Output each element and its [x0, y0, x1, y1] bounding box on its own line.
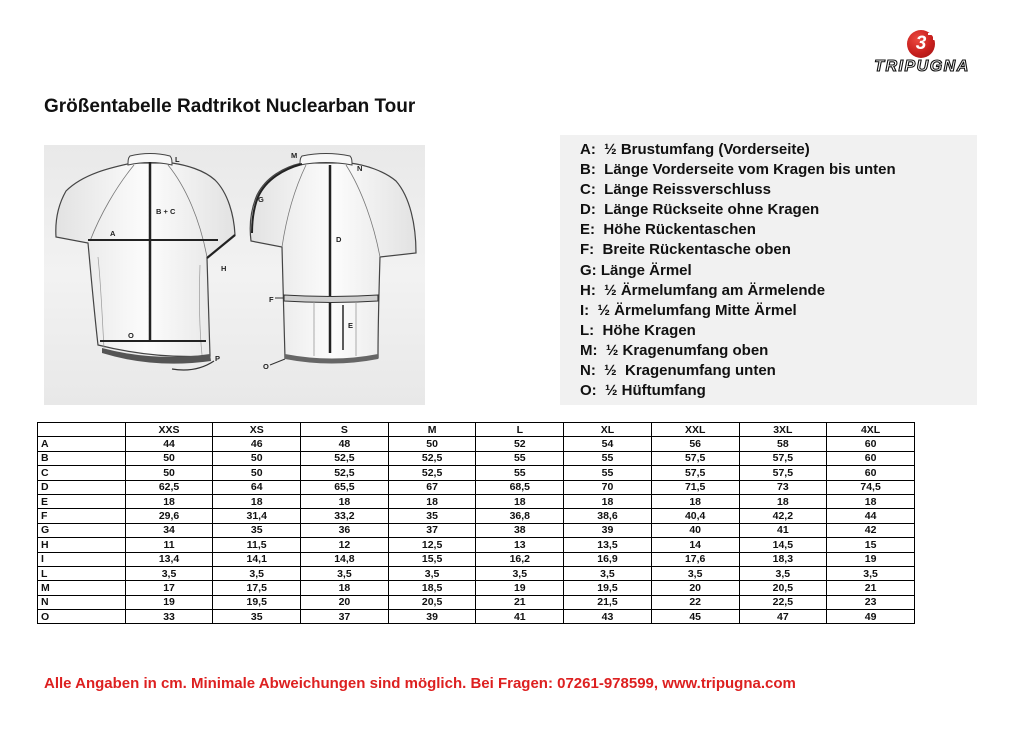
table-cell: 17,5: [213, 581, 301, 595]
table-cell: 19,5: [564, 581, 652, 595]
table-row: [38, 523, 915, 537]
table-cell: 12: [301, 538, 389, 552]
table-cell: 20: [651, 581, 739, 595]
table-cell: 29,6: [125, 509, 213, 523]
table-cell: 44: [827, 509, 915, 523]
label-b-c: B + C: [156, 207, 176, 216]
row-label: M: [38, 581, 126, 595]
table-row: [38, 480, 915, 494]
measurement-legend: [560, 135, 977, 405]
table-cell: 18: [213, 494, 301, 508]
table-cell: 38,6: [564, 509, 652, 523]
table-cell: 35: [213, 523, 301, 537]
table-row: [38, 595, 915, 609]
table-cell: 57,5: [651, 466, 739, 480]
table-row: [38, 552, 915, 566]
table-cell: 3,5: [651, 566, 739, 580]
table-cell: 3,5: [213, 566, 301, 580]
size-header: XS: [213, 423, 301, 437]
size-header: 4XL: [827, 423, 915, 437]
table-cell: 34: [125, 523, 213, 537]
table-cell: 14,8: [301, 552, 389, 566]
table-cell: 74,5: [827, 480, 915, 494]
table-cell: 55: [564, 451, 652, 465]
table-cell: 65,5: [301, 480, 389, 494]
table-row: [38, 451, 915, 465]
table-cell: 60: [827, 466, 915, 480]
table-cell: 20,5: [739, 581, 827, 595]
table-cell: 37: [388, 523, 476, 537]
table-cell: 45: [651, 610, 739, 624]
table-cell: 16,2: [476, 552, 564, 566]
table-cell: 14,1: [213, 552, 301, 566]
table-cell: 18: [651, 494, 739, 508]
row-label: L: [38, 566, 126, 580]
table-cell: 19: [125, 595, 213, 609]
table-cell: 35: [388, 509, 476, 523]
table-cell: 3,5: [301, 566, 389, 580]
table-cell: 18,5: [388, 581, 476, 595]
table-cell: 18: [301, 581, 389, 595]
row-label: D: [38, 480, 126, 494]
table-cell: 33,2: [301, 509, 389, 523]
size-table: [37, 422, 915, 624]
table-cell: 14,5: [739, 538, 827, 552]
table-cell: 3,5: [125, 566, 213, 580]
table-cell: 60: [827, 451, 915, 465]
table-cell: 57,5: [651, 451, 739, 465]
table-cell: 15,5: [388, 552, 476, 566]
label-o-back: O: [263, 362, 269, 371]
label-p: P: [215, 354, 221, 363]
table-cell: 33: [125, 610, 213, 624]
page-title: Größentabelle Radtrikot Nuclearban Tour: [44, 96, 416, 117]
table-cell: 18: [301, 494, 389, 508]
table-cell: 36,8: [476, 509, 564, 523]
table-row: [38, 610, 915, 624]
logo-brand-text: TRIPUGNA: [874, 58, 970, 75]
size-header: L: [476, 423, 564, 437]
table-cell: 60: [827, 437, 915, 451]
header-corner-cell: [38, 423, 126, 437]
table-cell: 50: [213, 451, 301, 465]
size-table-head: [38, 423, 915, 437]
table-cell: 14: [651, 538, 739, 552]
table-cell: 43: [564, 610, 652, 624]
legend-item: G: Länge Ärmel: [580, 261, 692, 279]
table-row: [38, 437, 915, 451]
size-header: S: [301, 423, 389, 437]
back-jersey: [250, 151, 416, 371]
front-jersey: [56, 154, 235, 371]
table-cell: 18: [476, 494, 564, 508]
table-cell: 62,5: [125, 480, 213, 494]
table-cell: 3,5: [739, 566, 827, 580]
table-cell: 52,5: [301, 466, 389, 480]
table-cell: 18: [827, 494, 915, 508]
table-cell: 42,2: [739, 509, 827, 523]
table-cell: 20,5: [388, 595, 476, 609]
size-table-body: [38, 437, 915, 624]
size-header: XXL: [651, 423, 739, 437]
size-header: XXS: [125, 423, 213, 437]
table-cell: 19,5: [213, 595, 301, 609]
tripugna-logo: [862, 24, 980, 80]
table-cell: 12,5: [388, 538, 476, 552]
row-label: B: [38, 451, 126, 465]
table-cell: 64: [213, 480, 301, 494]
row-label: I: [38, 552, 126, 566]
legend-item: B: Länge Vorderseite vom Kragen bis unten: [580, 161, 896, 179]
table-cell: 23: [827, 595, 915, 609]
tripugna-logo-icon: 3: [907, 30, 935, 58]
label-o-front: O: [128, 331, 134, 340]
legend-item: N: ½ Kragenumfang unten: [580, 362, 776, 380]
table-cell: 50: [125, 451, 213, 465]
legend-item: F: Breite Rückentasche oben: [580, 241, 791, 259]
label-h: H: [221, 264, 227, 273]
label-f: F: [269, 295, 274, 304]
table-cell: 3,5: [388, 566, 476, 580]
table-header-row: [38, 423, 915, 437]
size-header: 3XL: [739, 423, 827, 437]
legend-item: H: ½ Ärmelumfang am Ärmelende: [580, 281, 826, 299]
label-a: A: [110, 229, 116, 238]
table-cell: 39: [388, 610, 476, 624]
table-cell: 40,4: [651, 509, 739, 523]
table-row: [38, 466, 915, 480]
table-row: [38, 581, 915, 595]
row-label: F: [38, 509, 126, 523]
table-cell: 56: [651, 437, 739, 451]
table-cell: 49: [827, 610, 915, 624]
table-cell: 57,5: [739, 466, 827, 480]
table-cell: 35: [213, 610, 301, 624]
size-header: XL: [564, 423, 652, 437]
row-label: O: [38, 610, 126, 624]
table-row: [38, 566, 915, 580]
legend-item: I: ½ Ärmelumfang Mitte Ärmel: [580, 301, 797, 319]
legend-item: O: ½ Hüftumfang: [580, 382, 706, 400]
table-row: [38, 509, 915, 523]
table-cell: 18,3: [739, 552, 827, 566]
table-cell: 55: [564, 466, 652, 480]
label-l: L: [175, 155, 180, 164]
table-cell: 38: [476, 523, 564, 537]
table-cell: 41: [476, 610, 564, 624]
row-label: G: [38, 523, 126, 537]
row-label: H: [38, 538, 126, 552]
legend-item: M: ½ Kragenumfang oben: [580, 341, 769, 359]
table-cell: 22,5: [739, 595, 827, 609]
table-cell: 18: [125, 494, 213, 508]
table-cell: 13,5: [564, 538, 652, 552]
table-cell: 19: [476, 581, 564, 595]
table-cell: 11: [125, 538, 213, 552]
table-cell: 50: [213, 466, 301, 480]
front-jersey-outline: [56, 163, 235, 357]
table-cell: 15: [827, 538, 915, 552]
legend-item: E: Höhe Rückentaschen: [580, 221, 756, 239]
table-cell: 36: [301, 523, 389, 537]
table-cell: 47: [739, 610, 827, 624]
label-n: N: [357, 164, 363, 173]
table-cell: 73: [739, 480, 827, 494]
table-cell: 20: [301, 595, 389, 609]
size-header: M: [388, 423, 476, 437]
pocket-band: [284, 295, 378, 303]
table-cell: 50: [125, 466, 213, 480]
table-cell: 19: [827, 552, 915, 566]
table-cell: 67: [388, 480, 476, 494]
table-cell: 52,5: [301, 451, 389, 465]
logo-tick-icon: [928, 33, 935, 40]
table-cell: 48: [301, 437, 389, 451]
table-cell: 50: [388, 437, 476, 451]
back-jersey-outline: [250, 163, 416, 363]
table-cell: 21: [827, 581, 915, 595]
table-cell: 17: [125, 581, 213, 595]
table-cell: 54: [564, 437, 652, 451]
table-cell: 40: [651, 523, 739, 537]
table-cell: 11,5: [213, 538, 301, 552]
row-label: A: [38, 437, 126, 451]
label-g: G: [258, 195, 264, 204]
table-cell: 21: [476, 595, 564, 609]
table-cell: 3,5: [476, 566, 564, 580]
row-label: N: [38, 595, 126, 609]
table-cell: 57,5: [739, 451, 827, 465]
legend-item: L: Höhe Kragen: [580, 321, 696, 339]
measure-line-o-back: [270, 359, 285, 365]
table-cell: 52,5: [388, 466, 476, 480]
table-cell: 39: [564, 523, 652, 537]
table-cell: 52: [476, 437, 564, 451]
table-cell: 55: [476, 451, 564, 465]
table-cell: 46: [213, 437, 301, 451]
table-cell: 37: [301, 610, 389, 624]
table-cell: 16,9: [564, 552, 652, 566]
table-cell: 18: [388, 494, 476, 508]
table-cell: 70: [564, 480, 652, 494]
row-label: C: [38, 466, 126, 480]
legend-item: D: Länge Rückseite ohne Kragen: [580, 201, 820, 219]
jersey-diagram: [44, 145, 425, 405]
row-label: E: [38, 494, 126, 508]
table-cell: 41: [739, 523, 827, 537]
table-cell: 3,5: [827, 566, 915, 580]
label-e: E: [348, 321, 354, 330]
table-cell: 52,5: [388, 451, 476, 465]
legend-item: C: Länge Reissverschluss: [580, 181, 771, 199]
table-row: [38, 494, 915, 508]
label-m: M: [291, 151, 298, 160]
table-cell: 58: [739, 437, 827, 451]
table-row: [38, 538, 915, 552]
table-cell: 71,5: [651, 480, 739, 494]
table-cell: 42: [827, 523, 915, 537]
table-cell: 55: [476, 466, 564, 480]
legend-item: A: ½ Brustumfang (Vorderseite): [580, 141, 810, 158]
table-cell: 18: [739, 494, 827, 508]
table-cell: 17,6: [651, 552, 739, 566]
table-cell: 21,5: [564, 595, 652, 609]
table-cell: 31,4: [213, 509, 301, 523]
table-cell: 18: [564, 494, 652, 508]
footer-note: Alle Angaben in cm. Minimale Abweichungen sind möglich. Bei Fragen: 07261-978599, www.tripugna.com: [44, 675, 796, 692]
label-d: D: [336, 235, 342, 244]
table-cell: 13,4: [125, 552, 213, 566]
table-cell: 22: [651, 595, 739, 609]
jersey-diagram-svg: [44, 145, 425, 405]
table-cell: 44: [125, 437, 213, 451]
table-cell: 3,5: [564, 566, 652, 580]
table-cell: 68,5: [476, 480, 564, 494]
table-cell: 13: [476, 538, 564, 552]
